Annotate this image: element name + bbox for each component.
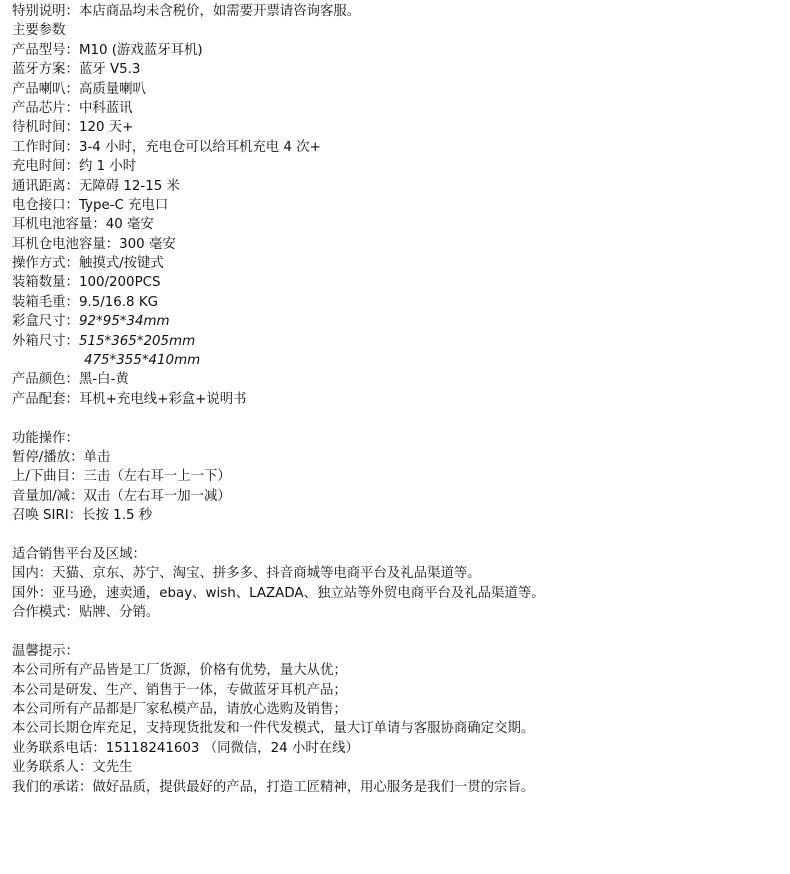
sales-domestic: 国内：天猫、京东、苏宁、淘宝、拼多多、抖音商城等电商平台及礼品渠道等。 (12, 566, 481, 582)
spec-label: 产品颜色： (12, 372, 79, 388)
spec-label: 装箱数量： (12, 275, 79, 291)
spec-value: 92*95*34mm (78, 314, 170, 330)
spec-pack-qty (12, 273, 790, 292)
spec-label: 外箱尺寸： (12, 333, 79, 349)
function-item: 暂停/播放：单击 (12, 449, 111, 465)
spec-label: 产品芯片： (12, 100, 79, 116)
contact-phone: 业务联系电话：15118241603 （同微信，24 小时在线） (12, 740, 359, 756)
spec-label: 耳机仓电池容量： (12, 236, 120, 252)
promise-text: 我们的承诺：做好品质，提供最好的产品，打造工匠精神，用心服务是我们一贯的宗旨。 (12, 779, 535, 795)
spec-label: 产品型号： (12, 42, 79, 58)
spec-gross-weight (12, 293, 790, 312)
spec-label: 工作时间： (12, 139, 79, 155)
spec-operation (12, 254, 790, 273)
spec-label: 装箱毛重： (12, 294, 79, 310)
spec-value: 40 毫安 (105, 217, 154, 233)
spec-value: 蓝牙 V5.3 (78, 62, 141, 78)
spec-value: 耳机+充电线+彩盒+说明书 (78, 391, 247, 407)
spacer (12, 409, 790, 428)
spec-value: 高质量喇叭 (78, 81, 146, 97)
tip-item: 本公司长期仓库充足，支持现货批发和一件代发模式，量大订单请与客服协商确定交期。 (12, 721, 535, 737)
spec-range (12, 177, 790, 196)
spec-standby (12, 118, 790, 137)
spec-value: 9.5/16.8 KG (78, 294, 158, 310)
spec-speaker (12, 80, 790, 99)
spec-charge-time (12, 157, 790, 176)
specs-heading: 主要参数 (12, 23, 66, 39)
spec-port (12, 196, 790, 215)
spec-value: 120 天+ (78, 120, 134, 136)
spec-value: M10 (游戏蓝牙耳机) (78, 42, 203, 58)
spec-accessories (12, 390, 790, 409)
spec-label: 电仓接口： (12, 197, 79, 213)
function-heading: 功能操作： (12, 430, 79, 446)
product-description-page (0, 2, 790, 874)
spec-label: 待机时间： (12, 120, 79, 136)
spacer (12, 623, 790, 642)
function-item: 音量加/减：双击（左右耳一加一减） (12, 488, 231, 504)
spec-value: 300 毫安 (119, 236, 176, 252)
spec-label: 彩盒尺寸： (12, 314, 79, 330)
spec-box-size (12, 312, 790, 331)
spec-value: 无障碍 12-15 米 (78, 178, 180, 194)
spec-value: 中科蓝讯 (78, 100, 133, 116)
tip-item: 本公司所有产品皆是工厂货源，价格有优势，量大从优； (12, 663, 347, 679)
spec-value: 100/200PCS (78, 275, 161, 291)
spec-value: 黑-白-黄 (78, 372, 129, 388)
spec-value: 515*365*205mm (78, 333, 196, 349)
spec-value: 约 1 小时 (78, 159, 137, 175)
function-item: 上/下曲目：三击（左右耳一上一下） (12, 469, 231, 485)
spec-carton-size (12, 332, 790, 351)
spec-work-time (12, 138, 790, 157)
spec-label: 充电时间： (12, 159, 79, 175)
spec-label: 操作方式： (12, 256, 79, 272)
sales-abroad: 国外：亚马逊，速卖通，ebay、wish、LAZADA、独立站等外贸电商平台及礼品渠道等。 (12, 585, 545, 601)
spec-value: 3-4 小时，充电仓可以给耳机充电 4 次+ (78, 139, 321, 155)
function-item: 召唤 SIRI：长按 1.5 秒 (12, 508, 153, 524)
spec-case-battery (12, 235, 790, 254)
spec-carton-size-alt: 475*355*410mm (84, 353, 201, 369)
spacer (12, 526, 790, 545)
spec-color (12, 370, 790, 389)
sales-heading: 适合销售平台及区域： (12, 546, 146, 562)
tip-item: 本公司是研发、生产、销售于一体，专做蓝牙耳机产品； (12, 682, 347, 698)
spec-value: 触摸式/按键式 (78, 256, 164, 272)
spec-bluetooth (12, 60, 790, 79)
spec-label: 耳机电池容量： (12, 217, 106, 233)
contact-person: 业务联系人：文先生 (12, 760, 133, 776)
tip-item: 本公司所有产品都是厂家私模产品，请放心选购及销售； (12, 702, 347, 718)
spec-label: 产品喇叭： (12, 81, 79, 97)
spec-label: 通讯距离： (12, 178, 79, 194)
spec-model (12, 41, 790, 60)
cooperation-mode: 合作模式：贴牌、分销。 (12, 605, 160, 621)
spec-label: 产品配套： (12, 391, 79, 407)
specs-list (12, 41, 790, 409)
spec-earbud-battery (12, 215, 790, 234)
tips-heading: 温馨提示： (12, 643, 79, 659)
spec-chip (12, 99, 790, 118)
spec-value: Type-C 充电口 (78, 197, 169, 213)
notice-text: 特别说明：本店商品均未含税价，如需要开票请咨询客服。 (12, 4, 361, 19)
spec-label: 蓝牙方案： (12, 62, 79, 78)
